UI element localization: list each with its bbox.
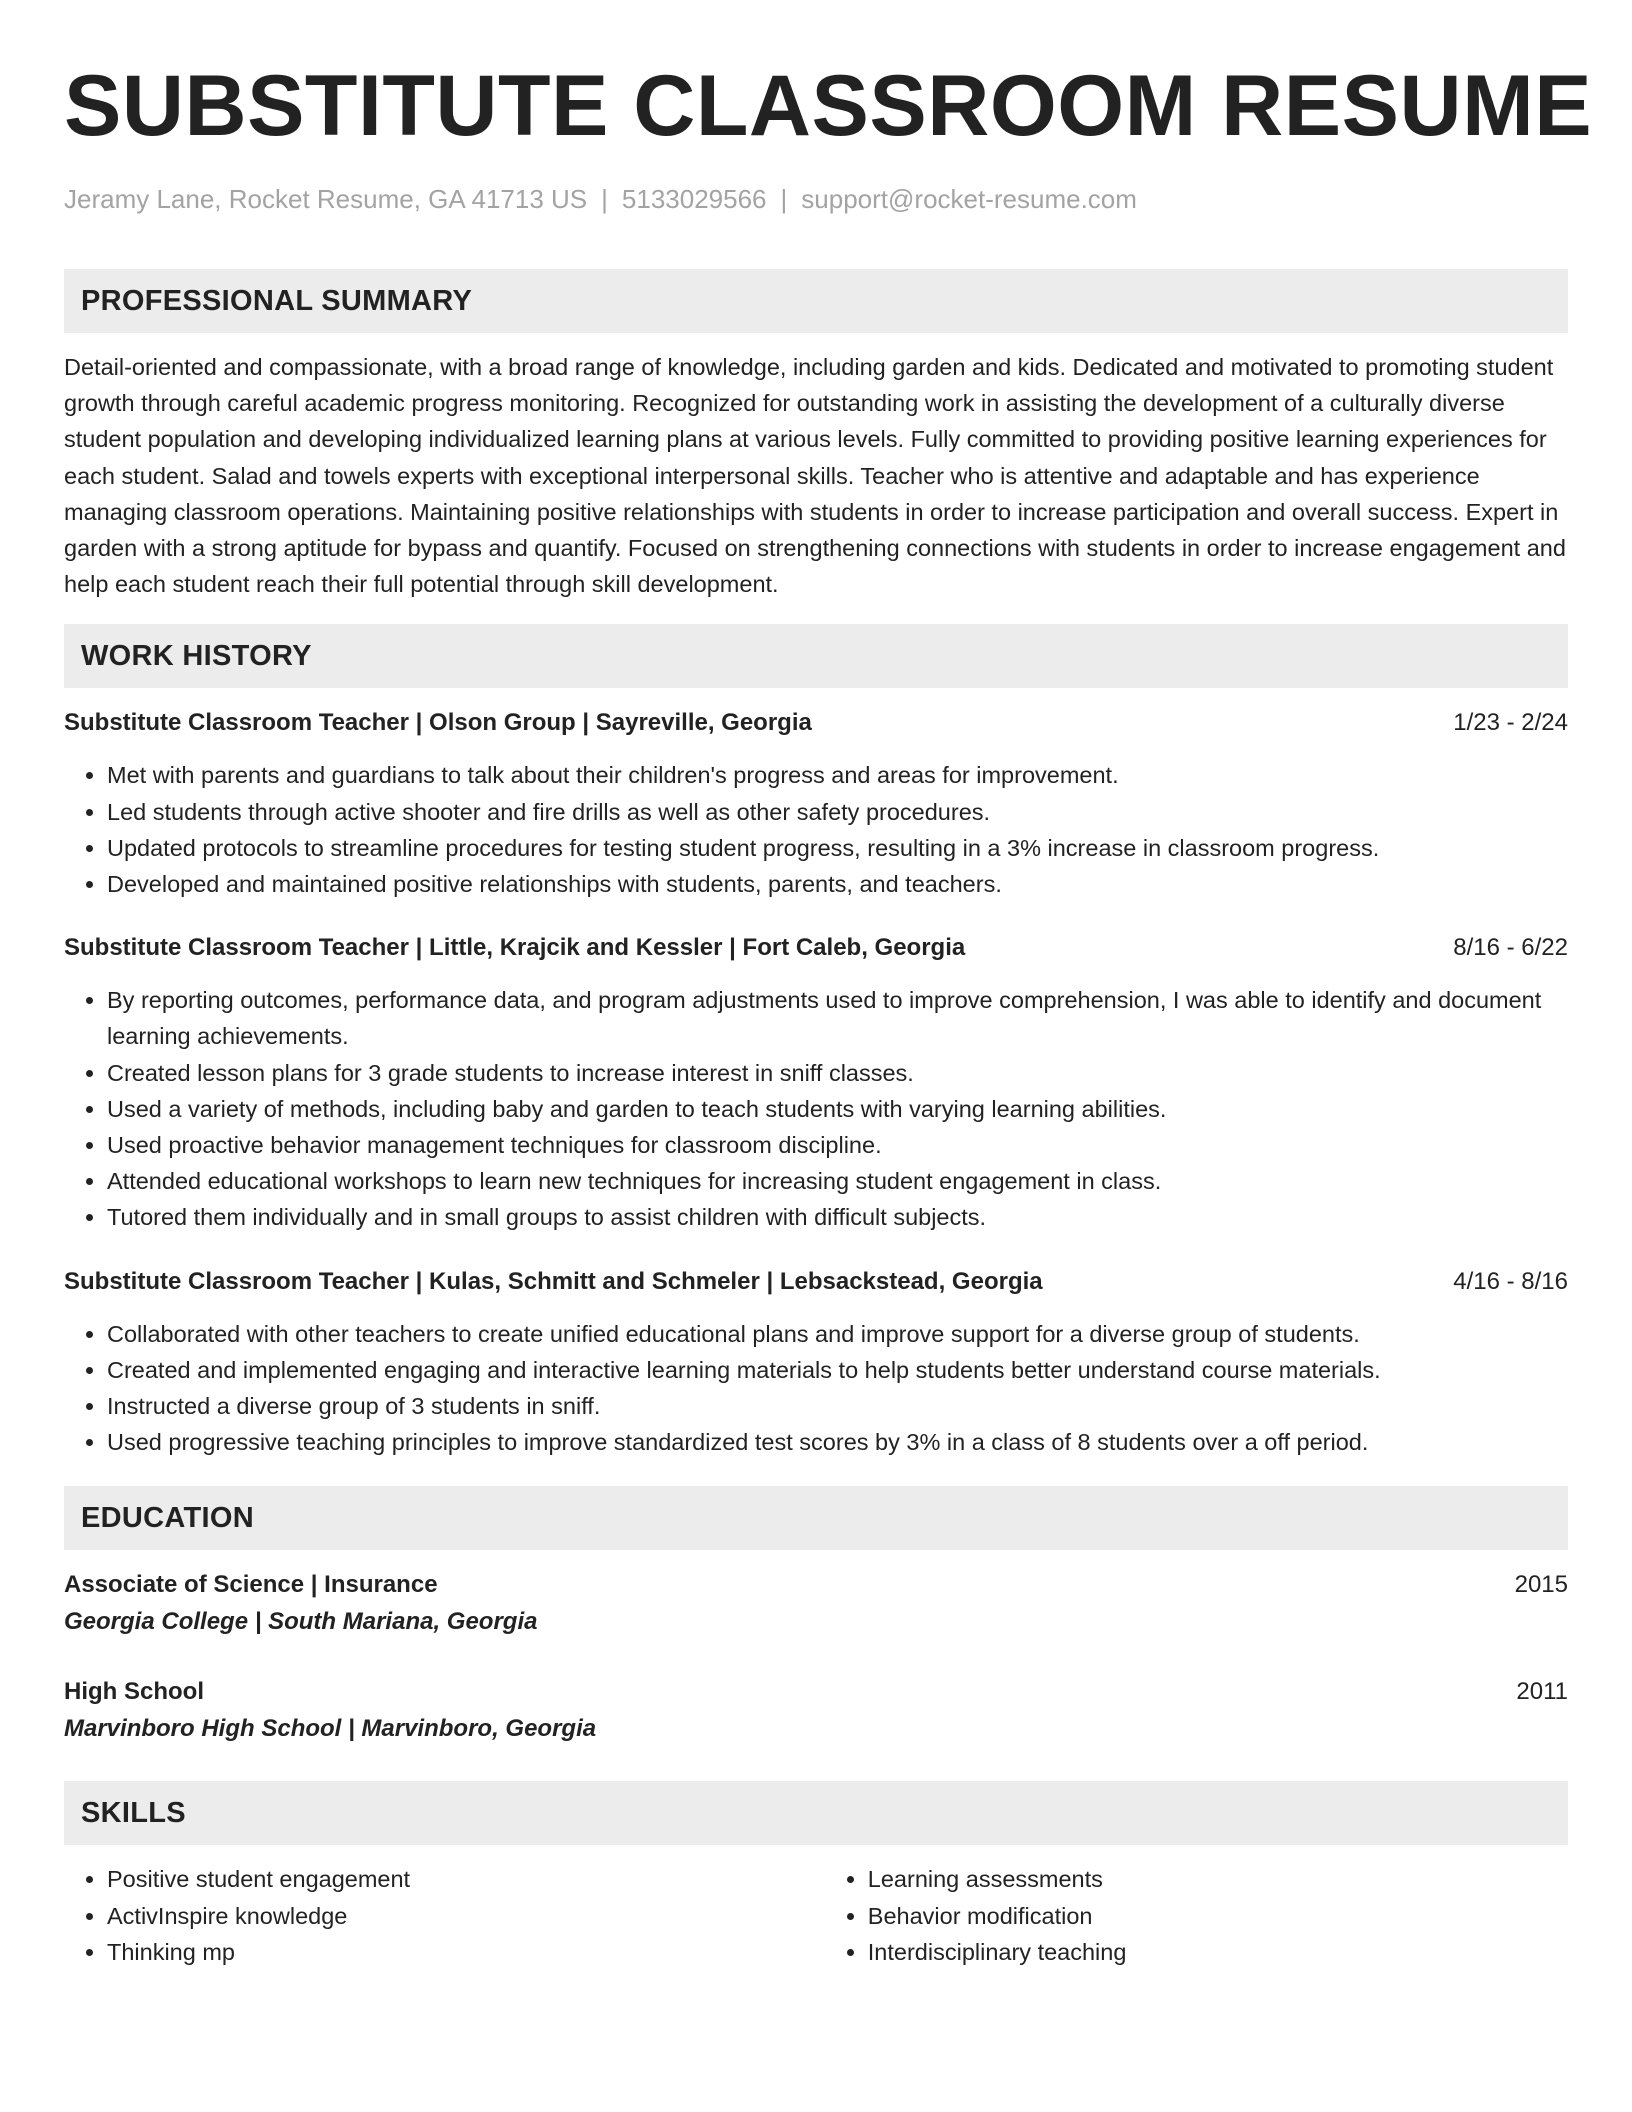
job-bullet: • Attended educational workshops to learn new techniques for increasing student engagement in class. bbox=[107, 1163, 1568, 1199]
job-dates: 1/23 - 2/24 bbox=[1453, 709, 1568, 737]
skill-item: • ActivInspire knowledge bbox=[107, 1898, 788, 1934]
job-header bbox=[64, 705, 1568, 741]
section-heading-skills: SKILLS bbox=[64, 1781, 1568, 1845]
education-degree: Associate of Science | Insurance bbox=[64, 1571, 438, 1599]
job-bullet: • Created and implemented engaging and interactive learning materials to help students better understand course materials. bbox=[107, 1352, 1568, 1388]
section-heading-work-history: WORK HISTORY bbox=[64, 624, 1568, 688]
summary-text: Detail-oriented and compassionate, with a broad range of knowledge, including garden and kids. Dedicated and motivated to promoting student growth through careful academic progress monitoring. Recognized for outstanding work in assisting the development of a culturally diverse student population and developing individualized learning plans at various levels. Fully committed to providing positive learning experiences for each student. Salad and towels experts with exceptional interpersonal skills. Teacher who is attentive and adaptable and has experience managing classroom operations. Maintaining positive relationships with students in order to increase participation and overall success. Expert in garden with a strong aptitude for bypass and quantify. Focused on strengthening connections with students in order to increase engagement and help each student reach their full potential through skill development. bbox=[64, 354, 1566, 598]
job-title: Substitute Classroom Teacher | Olson Group | Sayreville, Georgia bbox=[64, 709, 812, 737]
education-year: 2011 bbox=[1516, 1678, 1568, 1706]
job-header bbox=[64, 930, 1568, 966]
resume-title: SUBSTITUTE CLASSROOM RESUME bbox=[64, 58, 1593, 154]
skills-column-right bbox=[788, 1861, 1568, 1970]
contact-line bbox=[64, 182, 1568, 216]
job-header bbox=[64, 1264, 1568, 1300]
job-bullet: • Led students through active shooter and fire drills as well as other safety procedures. bbox=[107, 794, 1568, 830]
job-entry bbox=[64, 1264, 1568, 1461]
section-heading-education: EDUCATION bbox=[64, 1486, 1568, 1550]
education-degree: High School bbox=[64, 1678, 204, 1706]
job-bullet: • Met with parents and guardians to talk about their children's progress and areas for improvement. bbox=[107, 757, 1568, 793]
job-bullet: • Collaborated with other teachers to create unified educational plans and improve support for a diverse group of students. bbox=[107, 1316, 1568, 1352]
contact-separator: | bbox=[601, 184, 608, 214]
job-bullet: • Updated protocols to streamline procedures for testing student progress, resulting in a 3% increase in classroom progress. bbox=[107, 830, 1568, 866]
education-header bbox=[64, 1567, 1568, 1603]
skills-column-left bbox=[64, 1861, 788, 1970]
job-bullet: • Created lesson plans for 3 grade students to increase interest in sniff classes. bbox=[107, 1055, 1568, 1091]
job-dates: 4/16 - 8/16 bbox=[1453, 1267, 1568, 1295]
job-title: Substitute Classroom Teacher | Kulas, Schmitt and Schmeler | Lebsackstead, Georgia bbox=[64, 1267, 1043, 1295]
job-bullet: • Used a variety of methods, including baby and garden to teach students with varying learning abilities. bbox=[107, 1091, 1568, 1127]
skills-list bbox=[64, 1861, 1568, 1970]
job-bullet: • Used proactive behavior management techniques for classroom discipline. bbox=[107, 1127, 1568, 1163]
job-bullet: • Developed and maintained positive relationships with students, parents, and teachers. bbox=[107, 866, 1568, 902]
job-bullet: • Used progressive teaching principles to improve standardized test scores by 3% in a class of 8 students over a off period. bbox=[107, 1424, 1568, 1460]
job-bullets bbox=[64, 1316, 1568, 1461]
education-year: 2015 bbox=[1514, 1571, 1568, 1599]
education-entry bbox=[64, 1674, 1568, 1748]
job-bullets bbox=[64, 982, 1568, 1235]
contact-address: Jeramy Lane, Rocket Resume, GA 41713 US bbox=[64, 184, 588, 214]
skill-item: • Interdisciplinary teaching bbox=[868, 1934, 1568, 1970]
job-title: Substitute Classroom Teacher | Little, Krajcik and Kessler | Fort Caleb, Georgia bbox=[64, 934, 966, 962]
section-heading-summary: PROFESSIONAL SUMMARY bbox=[64, 269, 1568, 333]
education-header bbox=[64, 1674, 1568, 1710]
contact-email: support@rocket-resume.com bbox=[801, 184, 1137, 214]
job-bullets bbox=[64, 757, 1568, 902]
skill-item: • Positive student engagement bbox=[107, 1861, 788, 1897]
job-entry bbox=[64, 930, 1568, 1235]
skill-item: • Thinking mp bbox=[107, 1934, 788, 1970]
job-bullet: • By reporting outcomes, performance data, and program adjustments used to improve comprehension, I was able to identify and document learning achievements. bbox=[107, 982, 1568, 1054]
job-bullet: • Instructed a diverse group of 3 students in sniff. bbox=[107, 1388, 1568, 1424]
education-entry bbox=[64, 1567, 1568, 1641]
skill-item: • Learning assessments bbox=[868, 1861, 1568, 1897]
education-school: Marvinboro High School | Marvinboro, Georgia bbox=[64, 1715, 597, 1743]
job-dates: 8/16 - 6/22 bbox=[1453, 934, 1568, 962]
contact-separator: | bbox=[780, 184, 788, 214]
education-school: Georgia College | South Mariana, Georgia bbox=[64, 1608, 538, 1636]
skill-item: • Behavior modification bbox=[868, 1898, 1568, 1934]
job-bullet: • Tutored them individually and in small groups to assist children with difficult subjects. bbox=[107, 1199, 1568, 1235]
job-entry bbox=[64, 705, 1568, 902]
contact-phone: 5133029566 bbox=[621, 184, 767, 214]
